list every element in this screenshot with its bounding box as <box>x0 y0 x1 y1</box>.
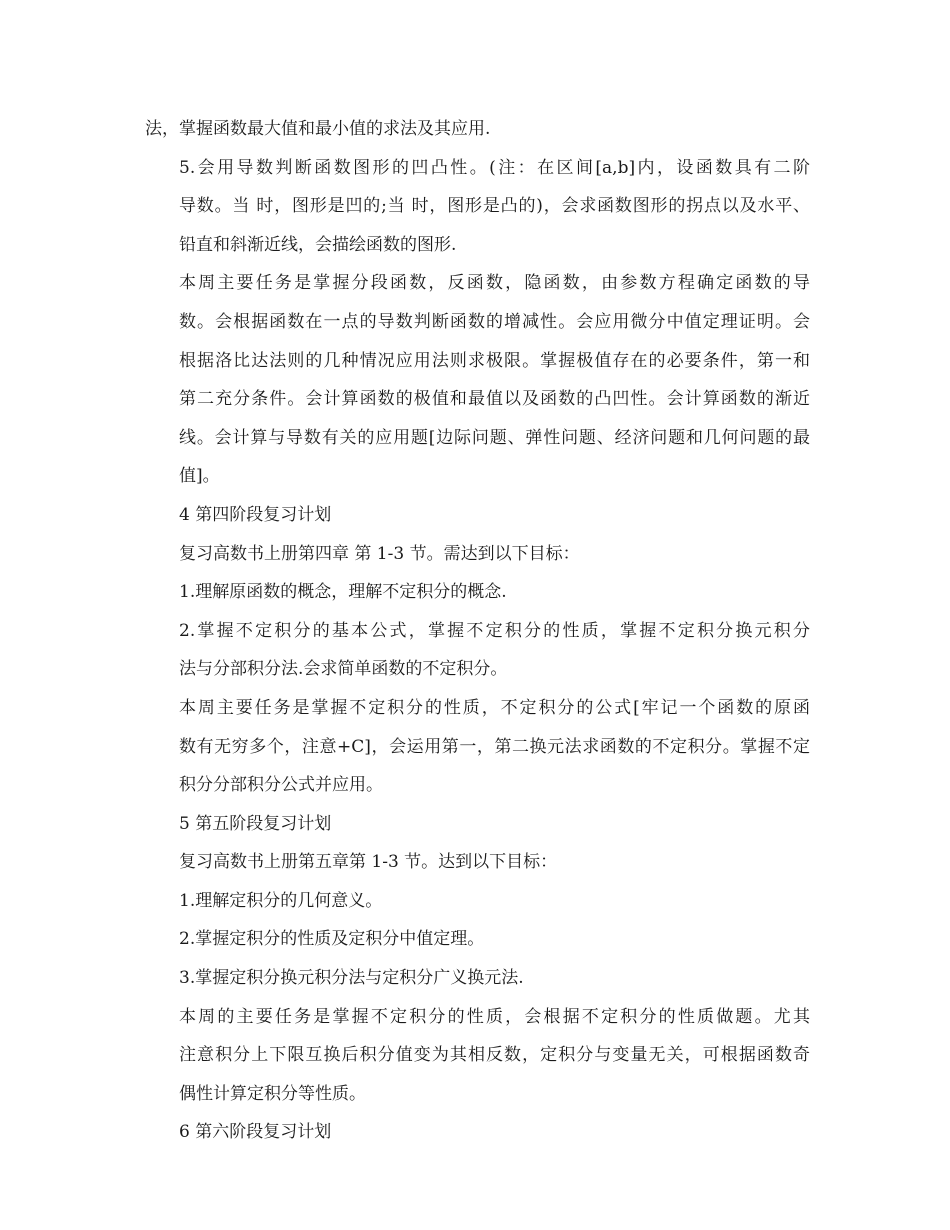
paragraph <box>145 882 810 921</box>
text-line: 3.掌握定积分换元积分法与定积分广义换元法. <box>179 968 524 989</box>
text-line: 5.会用导数判断函数图形的凹凸性。(注：在区间[a,b]内，设函数具有二阶 <box>179 157 810 178</box>
text-line: 本周主要任务是掌握分段函数，反函数，隐函数，由参数方程确定函数的导 <box>179 273 810 294</box>
paragraph <box>145 959 810 998</box>
text-line: 复习高数书上册第五章第 1-3 节。达到以下目标： <box>179 852 558 873</box>
text-line: 1.理解原函数的概念，理解不定积分的概念. <box>179 582 507 603</box>
paragraph <box>145 998 810 1114</box>
paragraph <box>145 843 810 882</box>
paragraph <box>145 612 810 689</box>
paragraph <box>145 264 810 496</box>
text-line: 5 第五阶段复习计划 <box>179 813 332 834</box>
text-line: 复习高数书上册第四章 第 1-3 节。需达到以下目标： <box>179 543 580 564</box>
text-line: 铅直和斜渐近线，会描绘函数的图形. <box>179 234 457 255</box>
paragraph <box>145 805 810 844</box>
text-line: 1.理解定积分的几何意义。 <box>179 890 383 911</box>
text-line: 线。会计算与导数有关的应用题[边际问题、弹性问题、经济问题和几何问题的最 <box>179 427 810 448</box>
text-line: 6 第六阶段复习计划 <box>179 1122 332 1143</box>
paragraph <box>145 573 810 612</box>
paragraph <box>145 1113 810 1152</box>
paragraph <box>145 535 810 574</box>
text-line: 法与分部积分法.会求简单函数的不定积分。 <box>179 659 508 680</box>
text-line: 2.掌握定积分的性质及定积分中值定理。 <box>179 929 485 950</box>
text-line: 法，掌握函数最大值和最小值的求法及其应用. <box>145 119 491 139</box>
text-line: 根据洛比达法则的几种情况应用法则求极限。掌握极值存在的必要条件，第一和 <box>179 350 810 371</box>
paragraph <box>145 920 810 959</box>
text-line: 本周的主要任务是掌握不定积分的性质，会根据不定积分的性质做题。尤其 <box>179 1006 810 1027</box>
text-line: 本周主要任务是掌握不定积分的性质，不定积分的公式[牢记一个函数的原函 <box>179 697 810 718</box>
text-line: 数。会根据函数在一点的导数判断函数的增减性。会应用微分中值定理证明。会 <box>179 311 810 332</box>
paragraph <box>145 149 810 265</box>
text-line: 导数。当 时，图形是凹的;当 时，图形是凸的)，会求函数图形的拐点以及水平、 <box>179 196 810 217</box>
paragraph <box>145 110 810 149</box>
document-body <box>145 110 810 1152</box>
text-line: 积分分部积分公式并应用。 <box>179 775 383 796</box>
paragraph <box>145 496 810 535</box>
text-line: 值]。 <box>179 466 220 487</box>
text-line: 偶性计算定积分等性质。 <box>179 1083 366 1104</box>
text-line: 4 第四阶段复习计划 <box>179 504 332 525</box>
text-line: 2.掌握不定积分的基本公式，掌握不定积分的性质，掌握不定积分换元积分 <box>179 620 810 641</box>
text-line: 注意积分上下限互换后积分值变为其相反数，定积分与变量无关，可根据函数奇 <box>179 1045 810 1066</box>
text-line: 数有无穷多个，注意+C]，会运用第一，第二换元法求函数的不定积分。掌握不定 <box>179 736 810 757</box>
text-line: 第二充分条件。会计算函数的极值和最值以及函数的凸凹性。会计算函数的渐近 <box>179 389 810 410</box>
paragraph <box>145 689 810 805</box>
